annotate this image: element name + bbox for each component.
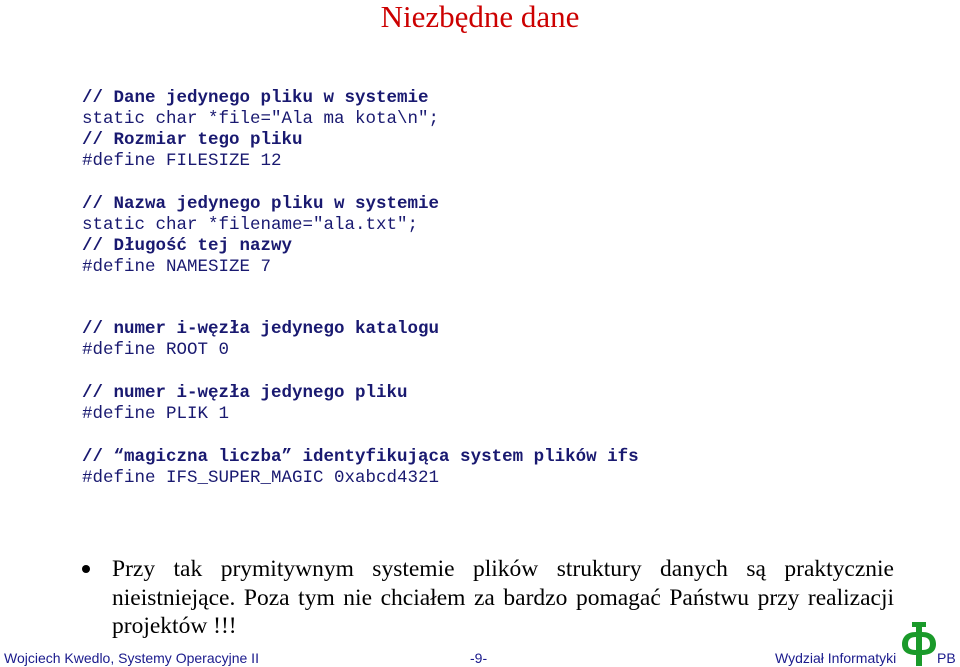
code-comment-line: // Nazwa jedynego pliku w systemie	[82, 194, 440, 214]
code-comment-line: // “magiczna liczba” identyfikująca system plików ifs	[82, 447, 639, 467]
code-comment-line: // numer i-węzła jedynego katalogu	[82, 319, 440, 339]
code-line: #define IFS_SUPER_MAGIC 0xabcd4321	[82, 468, 440, 488]
footer-faculty: Wydział Informatyki	[775, 650, 897, 666]
footer-pb: PB	[937, 650, 956, 666]
code-line: #define PLIK 1	[82, 404, 230, 424]
code-comment-line: // Rozmiar tego pliku	[82, 130, 303, 150]
code-comment-line: // Długość tej nazwy	[82, 236, 293, 256]
code-line: #define FILESIZE 12	[82, 151, 282, 171]
code-comment-line: // numer i-węzła jedynego pliku	[82, 383, 408, 403]
code-comment-line: // Dane jedynego pliku w systemie	[82, 88, 429, 108]
code-block	[82, 88, 902, 489]
slide-title: Niezbędne dane	[380, 0, 580, 34]
faculty-logo-icon	[900, 622, 938, 666]
code-line: static char *file="Ala ma kota\n";	[82, 109, 440, 129]
footer-page-number: -9-	[470, 650, 488, 666]
bullet-text: Przy tak prymitywnym systemie plików struktury danych są praktycznie nieistniejące. Poza tym nie chciałem za bardzo pomagać Państwu przy realizacji projektów !!!	[112, 556, 894, 639]
code-line: #define NAMESIZE 7	[82, 257, 272, 277]
code-line: static char *filename="ala.txt";	[82, 215, 419, 235]
code-line: #define ROOT 0	[82, 340, 230, 360]
footer-author: Wojciech Kwedlo, Systemy Operacyjne II	[4, 650, 259, 666]
bullet-dot-icon	[82, 565, 90, 573]
